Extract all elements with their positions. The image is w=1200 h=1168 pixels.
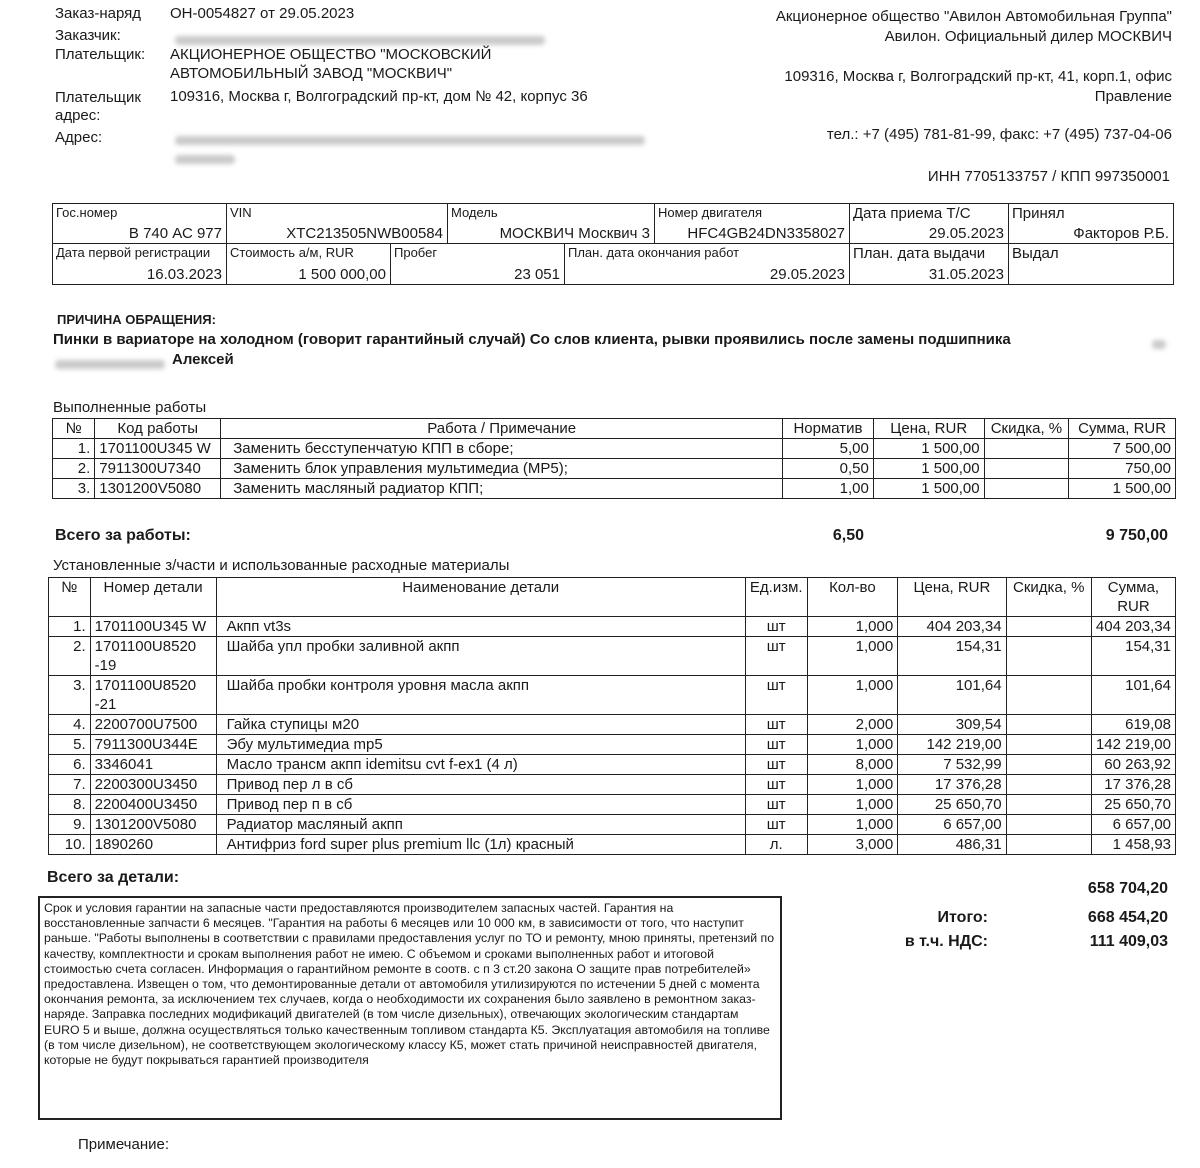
work-price: 1 500,00: [873, 479, 984, 499]
mileage-value: 23 051: [514, 266, 560, 283]
works-col-sum: Сумма, RUR: [1069, 419, 1176, 439]
part-code: 1301200V5080: [90, 815, 216, 835]
part-code: 7911300U344E: [90, 735, 216, 755]
received-cell: [849, 203, 1009, 244]
part-number: 10.: [49, 835, 91, 855]
work-sum: 7 500,00: [1069, 439, 1176, 459]
part-sum: 101,64: [1091, 676, 1175, 715]
part-discount: [1006, 815, 1091, 835]
plate-value: В 740 АС 977: [128, 225, 222, 242]
work-name: Заменить блок управления мультимедиа (MP5);: [221, 459, 783, 479]
cost-cell: [226, 243, 391, 285]
parts-total-label: Всего за детали:: [47, 869, 180, 886]
part-code: 2200400U3450: [90, 795, 216, 815]
part-price: 486,31: [898, 835, 1006, 855]
plate-cell: [52, 203, 227, 244]
plan-issue-cell: [849, 243, 1009, 285]
part-name: Акпп vt3s: [216, 617, 745, 637]
part-code: 1701100U8520 -21: [90, 676, 216, 715]
part-name: Привод пер л в сб: [216, 775, 745, 795]
part-code: 2200700U7500: [90, 715, 216, 735]
received-label: Дата приема Т/С: [853, 205, 971, 222]
parts-row: [49, 735, 1176, 755]
part-price: 7 532,99: [898, 755, 1006, 775]
works-col-code: Код работы: [95, 419, 221, 439]
order-label: Заказ-наряд: [55, 5, 142, 22]
parts-col-code: Номер детали: [90, 578, 216, 617]
part-sum: 404 203,34: [1091, 617, 1175, 637]
warranty-text: Срок и условия гарантии на запасные части предоставляются производителем запасных частей. Гарантия на восстановленные запчасти 6 месяцев. "Гарантия на работы 6 месяцев или 10 000 км, в зависимости от того, что наступит раньше. "Работы выполнены в соответствии с правилами предоставления услуг по ТО и ремонту, мною приняты, претензий по качеству, комплектности и срокам выполнения работ не имею. С объемом и сроками выполненных работ и итоговой стоимостью счета согласен. Информация о гарантийном ремонте в соотв. с п 3 ст.20 закона О защите прав потребителей» предоставлена. Извещен о том, что демонтированные детали от автомобиля утилизируются по истечении 5 дней с момента окончания ремонта, за исключением тех случаев, когда о необходимости их сохранения было заявлено в ремонтном заказ-наряде. Заправка последних модификаций двигателей (в том числе дизельных), отвечающих экологическим стандартам EURO 5 и выше, должна осуществляться только качественным топливом стандарта К5. Эксплуатация автомобиля на топливе (в том числе дизельном), не соответствующем экологическому классу К5, может стать причиной неисправностей двигателя, которые не будут покрываться гарантией производителя: [44, 901, 775, 1068]
payer-name-line2: АВТОМОБИЛЬНЫЙ ЗАВОД "МОСКВИЧ": [170, 65, 453, 82]
part-number: 2.: [49, 637, 91, 676]
part-sum: 619,08: [1091, 715, 1175, 735]
vin-cell: [226, 203, 448, 244]
part-unit: шт: [745, 676, 807, 715]
part-sum: 1 458,93: [1091, 835, 1175, 855]
part-name: Радиатор масляный акпп: [216, 815, 745, 835]
part-qty: 1,000: [807, 617, 898, 637]
part-qty: 1,000: [807, 735, 898, 755]
parts-row: [49, 815, 1176, 835]
model-value: МОСКВИЧ Москвич 3: [499, 225, 650, 242]
work-code: 7911300U7340: [95, 459, 221, 479]
part-name: Масло трансм акпп idemitsu cvt f-ex1 (4 л): [216, 755, 745, 775]
works-col-n: №: [53, 419, 95, 439]
note-label: Примечание:: [78, 1136, 169, 1153]
works-total-norm: 6,50: [832, 527, 864, 544]
customer-label: Заказчик:: [55, 27, 121, 44]
part-discount: [1006, 735, 1091, 755]
first-reg-cell: [52, 243, 227, 285]
part-discount: [1006, 715, 1091, 735]
work-norm: 5,00: [783, 439, 874, 459]
accepted-cell: [1008, 203, 1174, 244]
part-discount: [1006, 637, 1091, 676]
part-number: 1.: [49, 617, 91, 637]
reason-line1: Пинки в вариаторе на холодном (говорит гарантийный случай) Со слов клиента, рывки проявились после замены подшипника: [53, 331, 1011, 348]
vat-value: 111 409,03: [1089, 933, 1168, 950]
warranty-box: [38, 896, 782, 1120]
model-label: Модель: [451, 205, 498, 220]
part-price: 309,54: [898, 715, 1006, 735]
works-col-name: Работа / Примечание: [221, 419, 783, 439]
engine-cell: [654, 203, 850, 244]
part-discount: [1006, 795, 1091, 815]
parts-row: [49, 715, 1176, 735]
work-discount: [984, 459, 1069, 479]
part-number: 3.: [49, 676, 91, 715]
part-price: 101,64: [898, 676, 1006, 715]
engine-label: Номер двигателя: [658, 205, 763, 220]
part-qty: 1,000: [807, 795, 898, 815]
parts-row: [49, 617, 1176, 637]
accepted-label: Принял: [1012, 205, 1065, 222]
mileage-cell: [390, 243, 565, 285]
work-name: Заменить масляный радиатор КПП;: [221, 479, 783, 499]
works-col-price: Цена, RUR: [873, 419, 984, 439]
part-sum: 17 376,28: [1091, 775, 1175, 795]
part-name: Привод пер п в сб: [216, 795, 745, 815]
parts-col-name: Наименование детали: [216, 578, 745, 617]
part-unit: л.: [745, 835, 807, 855]
company-address-line2: Правление: [1094, 88, 1172, 105]
works-row: [53, 459, 1176, 479]
work-code: 1301200V5080: [95, 479, 221, 499]
part-code: 1701100U345 W: [90, 617, 216, 637]
parts-row: [49, 835, 1176, 855]
works-col-disc: Скидка, %: [984, 419, 1069, 439]
part-sum: 60 263,92: [1091, 755, 1175, 775]
part-sum: 25 650,70: [1091, 795, 1175, 815]
part-price: 25 650,70: [898, 795, 1006, 815]
part-qty: 2,000: [807, 715, 898, 735]
works-title: Выполненные работы: [53, 399, 207, 416]
itogo-label: Итого:: [937, 909, 988, 926]
plate-label: Гос.номер: [56, 205, 118, 220]
parts-header-row: [49, 578, 1176, 617]
work-number: 3.: [53, 479, 95, 499]
parts-total-sum: 658 704,20: [1087, 880, 1168, 897]
reason-title: ПРИЧИНА ОБРАЩЕНИЯ:: [57, 312, 216, 327]
part-discount: [1006, 835, 1091, 855]
part-number: 9.: [49, 815, 91, 835]
part-sum: 6 657,00: [1091, 815, 1175, 835]
part-name: Эбу мультимедиа mp5: [216, 735, 745, 755]
address-label: Адрес:: [55, 129, 103, 146]
work-discount: [984, 479, 1069, 499]
part-name: Антифриз ford super plus premium llc (1л) красный: [216, 835, 745, 855]
part-price: 154,31: [898, 637, 1006, 676]
parts-col-sum: Сумма, RUR: [1091, 578, 1175, 617]
cost-label: Стоимость а/м, RUR: [230, 245, 354, 260]
mileage-label: Пробег: [394, 245, 438, 260]
received-value: 29.05.2023: [928, 225, 1004, 242]
parts-title: Установленные з/части и использованные расходные материалы: [53, 557, 510, 574]
work-price: 1 500,00: [873, 439, 984, 459]
address-redacted: [175, 132, 645, 149]
work-number: 1.: [53, 439, 95, 459]
work-norm: 0,50: [783, 459, 874, 479]
issued-label: Выдал: [1012, 245, 1059, 262]
part-number: 8.: [49, 795, 91, 815]
part-discount: [1006, 755, 1091, 775]
company-phones: тел.: +7 (495) 781-81-99, факс: +7 (495) 737-04-06: [826, 126, 1172, 143]
work-code: 1701100U345 W: [95, 439, 221, 459]
engine-value: HFC4GB24DN3358027: [687, 225, 845, 242]
part-qty: 1,000: [807, 775, 898, 795]
payer-label: Плательщик:: [55, 46, 146, 63]
works-col-norm: Норматив: [783, 419, 874, 439]
part-code: 1890260: [90, 835, 216, 855]
parts-col-unit: Ед.изм.: [745, 578, 807, 617]
work-price: 1 500,00: [873, 459, 984, 479]
payer-address: 109316, Москва г, Волгоградский пр-кт, дом № 42, корпус 36: [170, 88, 588, 105]
part-unit: шт: [745, 715, 807, 735]
parts-table: [48, 577, 1176, 855]
part-code: 2200300U3450: [90, 775, 216, 795]
work-name: Заменить бесступенчатую КПП в сборе;: [221, 439, 783, 459]
works-table: [52, 418, 1176, 499]
part-price: 142 219,00: [898, 735, 1006, 755]
plan-end-label: План. дата окончания работ: [568, 245, 740, 260]
company-name: Акционерное общество "Авилон Автомобильная Группа": [775, 8, 1172, 25]
works-row: [53, 439, 1176, 459]
reason-redacted: [1152, 336, 1166, 353]
part-sum: 154,31: [1091, 637, 1175, 676]
reason-line2: Алексей: [172, 351, 234, 368]
work-norm: 1,00: [783, 479, 874, 499]
parts-row: [49, 637, 1176, 676]
part-unit: шт: [745, 755, 807, 775]
part-price: 404 203,34: [898, 617, 1006, 637]
itogo-value: 668 454,20: [1087, 909, 1168, 926]
company-inn: ИНН 7705133757 / КПП 997350001: [927, 168, 1170, 185]
part-qty: 1,000: [807, 637, 898, 676]
part-number: 4.: [49, 715, 91, 735]
order-number: ОН-0054827 от 29.05.2023: [170, 5, 355, 22]
plan-issue-label: План. дата выдачи: [853, 245, 986, 262]
part-unit: шт: [745, 617, 807, 637]
part-qty: 8,000: [807, 755, 898, 775]
model-cell: [447, 203, 655, 244]
payer-address-label: Плательщик: [55, 89, 141, 106]
part-qty: 3,000: [807, 835, 898, 855]
vin-value: XTC213505NWB00584: [286, 225, 443, 242]
part-sum: 142 219,00: [1091, 735, 1175, 755]
payer-address-label-2: адрес:: [55, 107, 101, 124]
parts-row: [49, 755, 1176, 775]
work-number: 2.: [53, 459, 95, 479]
company-address-line1: 109316, Москва г, Волгоградский пр-кт, 41, корп.1, офис: [784, 68, 1172, 85]
parts-col-n: №: [49, 578, 91, 617]
part-name: Шайба пробки контроля уровня масла акпп: [216, 676, 745, 715]
part-unit: шт: [745, 775, 807, 795]
address-redacted-2: [175, 151, 235, 168]
part-code: 3346041: [90, 755, 216, 775]
part-unit: шт: [745, 637, 807, 676]
part-price: 6 657,00: [898, 815, 1006, 835]
vin-label: VIN: [230, 205, 252, 220]
works-header-row: [53, 419, 1176, 439]
part-qty: 1,000: [807, 815, 898, 835]
accepted-value: Факторов Р.Б.: [1073, 225, 1169, 242]
parts-col-disc: Скидка, %: [1006, 578, 1091, 617]
work-sum: 750,00: [1069, 459, 1176, 479]
part-price: 17 376,28: [898, 775, 1006, 795]
part-code: 1701100U8520 -19: [90, 637, 216, 676]
part-number: 6.: [49, 755, 91, 775]
part-name: Шайба упл пробки заливной акпп: [216, 637, 745, 676]
works-total-label: Всего за работы:: [55, 527, 191, 544]
part-discount: [1006, 775, 1091, 795]
cost-value: 1 500 000,00: [298, 266, 386, 283]
vat-label: в т.ч. НДС:: [904, 933, 988, 950]
parts-col-price: Цена, RUR: [898, 578, 1006, 617]
plan-end-cell: [564, 243, 850, 285]
plan-issue-value: 31.05.2023: [928, 266, 1004, 283]
first-reg-value: 16.03.2023: [146, 266, 222, 283]
first-reg-label: Дата первой регистрации: [56, 245, 211, 260]
work-sum: 1 500,00: [1069, 479, 1176, 499]
issued-cell: [1008, 243, 1174, 285]
part-number: 7.: [49, 775, 91, 795]
dealer-name: Авилон. Официальный дилер МОСКВИЧ: [884, 28, 1172, 45]
part-unit: шт: [745, 815, 807, 835]
part-discount: [1006, 676, 1091, 715]
works-total-sum: 9 750,00: [1105, 527, 1168, 544]
part-number: 5.: [49, 735, 91, 755]
parts-col-qty: Кол-во: [807, 578, 898, 617]
payer-name-line1: АКЦИОНЕРНОЕ ОБЩЕСТВО "МОСКОВСКИЙ: [170, 46, 492, 63]
part-qty: 1,000: [807, 676, 898, 715]
part-unit: шт: [745, 735, 807, 755]
plan-end-value: 29.05.2023: [769, 266, 845, 283]
parts-row: [49, 775, 1176, 795]
works-row: [53, 479, 1176, 499]
reason-redacted-2: [55, 356, 165, 373]
work-discount: [984, 439, 1069, 459]
part-discount: [1006, 617, 1091, 637]
parts-row: [49, 676, 1176, 715]
part-name: Гайка ступицы м20: [216, 715, 745, 735]
parts-row: [49, 795, 1176, 815]
part-unit: шт: [745, 795, 807, 815]
